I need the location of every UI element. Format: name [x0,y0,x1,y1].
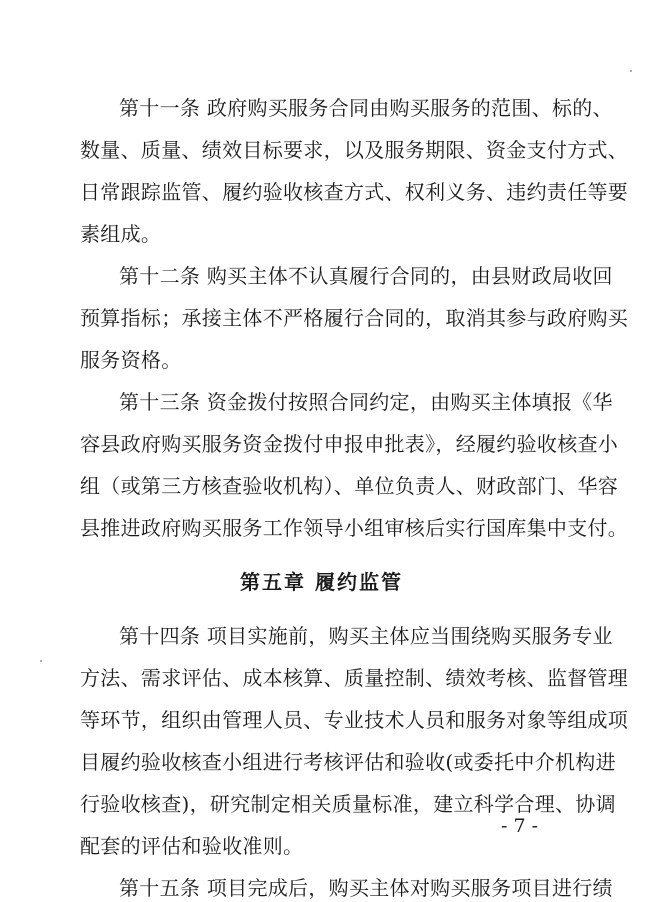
article-13-line-3: 组（或第三方核查验收机构）、单位负责人、财政部门、华容 [80,474,619,498]
scan-speck [40,660,42,662]
article-15-line-1: 第十五条 项目完成后，购买主体对购买服务项目进行绩 [119,876,613,900]
article-11-line-1: 第十一条 政府购买服务合同由购买服务的范围、标的、 [119,96,613,120]
article-11-line-4: 素组成。 [80,222,162,246]
article-11-line-3: 日常跟踪监管、履约验收核查方式、权利义务、违约责任等要 [80,180,629,204]
chapter-heading: 第五章 履约监管 [240,570,403,594]
article-12-line-3: 服务资格。 [80,348,182,372]
article-14-line-5: 行验收核查)，研究制定相关质量标准，建立科学合理、协调 [80,792,616,816]
page-number: - 7 - [500,815,538,837]
article-12-line-1: 第十二条 购买主体不认真履行合同的，由县财政局收回 [119,264,613,288]
article-13-line-1: 第十三条 资金拨付按照合同约定，由购买主体填报《华 [119,390,613,414]
article-14-line-4: 目履约验收核查小组进行考核评估和验收(或委托中介机构进 [80,750,616,774]
scan-speck [630,70,632,72]
article-12-line-2: 预算指标；承接主体不严格履行合同的，取消其参与政府购买 [80,306,629,330]
article-14-line-6: 配套的评估和验收准则。 [80,834,304,858]
article-14-line-2: 方法、需求评估、成本核算、质量控制、绩效考核、监督管理 [80,666,629,690]
article-13-line-4: 县推进政府购买服务工作领导小组审核后实行国库集中支付。 [80,516,629,540]
article-11-line-2: 数量、质量、绩效目标要求，以及服务期限、资金支付方式、 [80,138,629,162]
article-13-line-2: 容县政府购买服务资金拨付申报申批表》，经履约验收核查小 [80,432,619,456]
article-14-line-3: 等环节，组织由管理人员、专业技术人员和服务对象等组成项 [80,708,629,732]
article-14-line-1: 第十四条 项目实施前，购买主体应当围绕购买服务专业 [119,624,613,648]
